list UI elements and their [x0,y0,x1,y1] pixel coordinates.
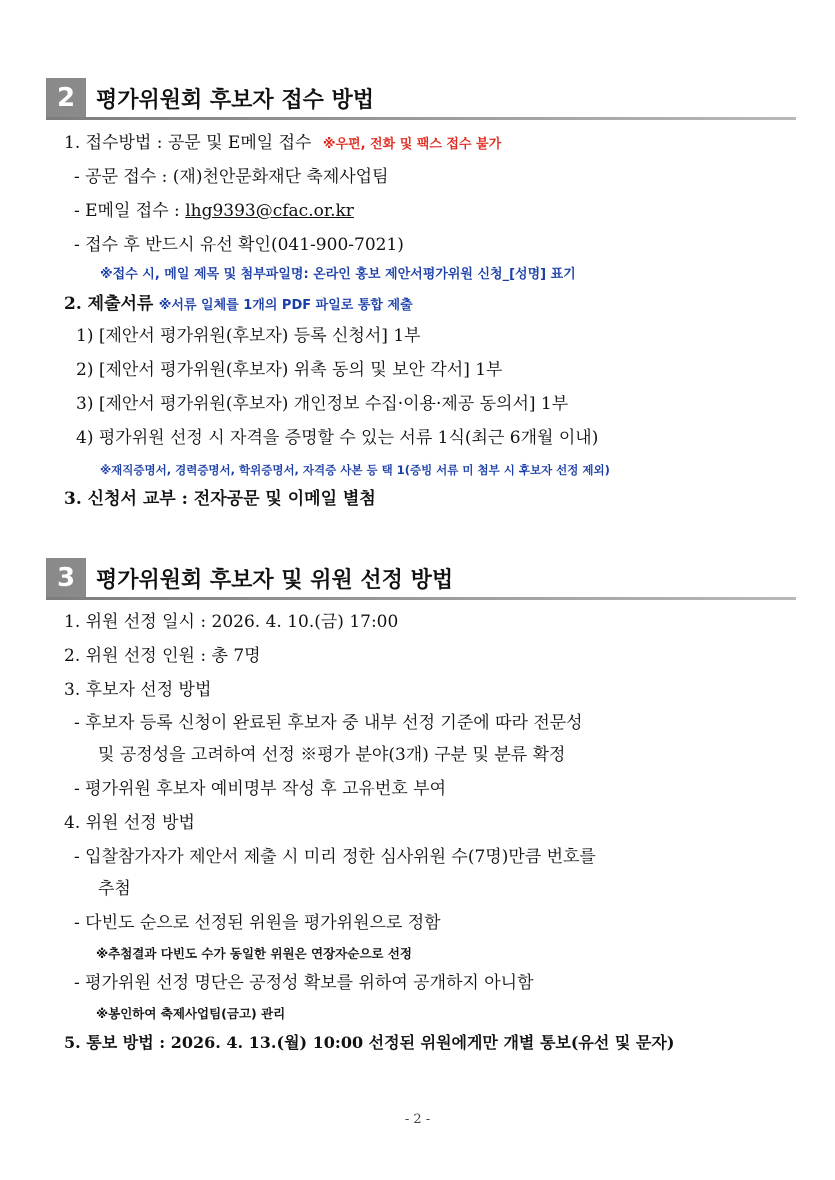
form-distribution-line: 3. 신청서 교부 : 전자공문 및 이메일 별첨 [64,489,376,509]
member-method-bullet-3: - 평가위원 선정 명단은 공정성 확보를 위하여 공개하지 아니함 [74,973,534,993]
confirm-line: - 접수 후 반드시 유선 확인(041-900-7021) [74,235,404,255]
selection-count-line: 2. 위원 선정 인원 : 총 7명 [64,646,261,666]
member-method-note-1: ※추첨결과 다빈도 수가 동일한 위원은 연장자순으로 선정 [96,946,412,961]
doc-item-3: 3) [제안서 평가위원(후보자) 개인정보 수집·이용·제공 동의서] 1부 [76,394,569,414]
section-number: 3 [46,558,86,598]
section-title: 평가위원회 후보자 접수 방법 [96,87,375,113]
official-doc-line: - 공문 접수 : (재)천안문화재단 축제사업팀 [74,167,389,187]
candidate-method-bullet-1: - 후보자 등록 신청이 완료된 후보자 중 내부 선정 기준에 따라 전문성 [74,713,583,733]
receipt-method-note: ※우편, 전화 및 팩스 접수 불가 [322,137,502,152]
selection-date-line: 1. 위원 선정 일시 : 2026. 4. 10.(금) 17:00 [64,612,399,632]
candidate-method-bullet-1-cont: 및 공정성을 고려하여 선정 ※평가 분야(3개) 구분 및 분류 확정 [98,745,566,765]
submission-docs-label: 2. 제출서류 [64,294,154,314]
member-method-bullet-1-cont: 추첨 [98,879,131,899]
notification-method-line: 5. 통보 방법 : 2026. 4. 13.(월) 10:00 선정된 위원에게만 개별 통보(유선 및 문자) [64,1033,675,1052]
doc-item-2: 2) [제안서 평가위원(후보자) 위촉 동의 및 보안 각서] 1부 [76,360,503,380]
doc-item-4: 4) 평가위원 선정 시 자격을 증명할 수 있는 서류 1식(최근 6개월 이내) [76,428,599,448]
email-line [74,199,354,223]
email-label: - E메일 접수 : [74,201,186,221]
doc-item-1: 1) [제안서 평가위원(후보자) 등록 신청서] 1부 [76,326,421,346]
member-method-note-2: ※봉인하여 축제사업팀(금고) 관리 [96,1006,286,1021]
candidate-method-bullet-2: - 평가위원 후보자 예비명부 작성 후 고유번호 부여 [74,779,447,799]
member-method-label: 4. 위원 선정 방법 [64,813,195,833]
receipt-method-label: 1. 접수방법 : 공문 및 E메일 접수 [64,133,312,153]
section-number: 2 [46,78,86,118]
doc-item-4-note: ※재직증명서, 경력증명서, 학위증명서, 자격증 사본 등 택 1(증빙 서류 미 첨부 시 후보자 선정 제외) [100,463,610,477]
email-link[interactable]: lhg9393@cfac.or.kr [185,201,354,221]
receipt-method-line [64,131,501,157]
section-divider [46,117,796,120]
section-title: 평가위원회 후보자 및 위원 선정 방법 [96,567,454,593]
section-2-header [46,78,374,118]
page-number: - 2 - [404,1112,431,1127]
submission-docs-note: ※서류 일체를 1개의 PDF 파일로 통합 제출 [158,298,413,313]
member-method-bullet-2: - 다빈도 순으로 선정된 위원을 평가위원으로 정함 [74,913,441,933]
candidate-method-label: 3. 후보자 선정 방법 [64,680,212,700]
member-method-bullet-1: - 입찰참가자가 제안서 제출 시 미리 정한 심사위원 수(7명)만큼 번호를 [74,847,596,867]
confirm-note: ※접수 시, 메일 제목 및 첨부파일명: 온라인 홍보 제안서평가위원 신청_[성명] 표기 [100,267,576,282]
submission-docs-line [64,292,413,318]
section-divider [46,597,796,600]
section-3-header [46,558,453,598]
